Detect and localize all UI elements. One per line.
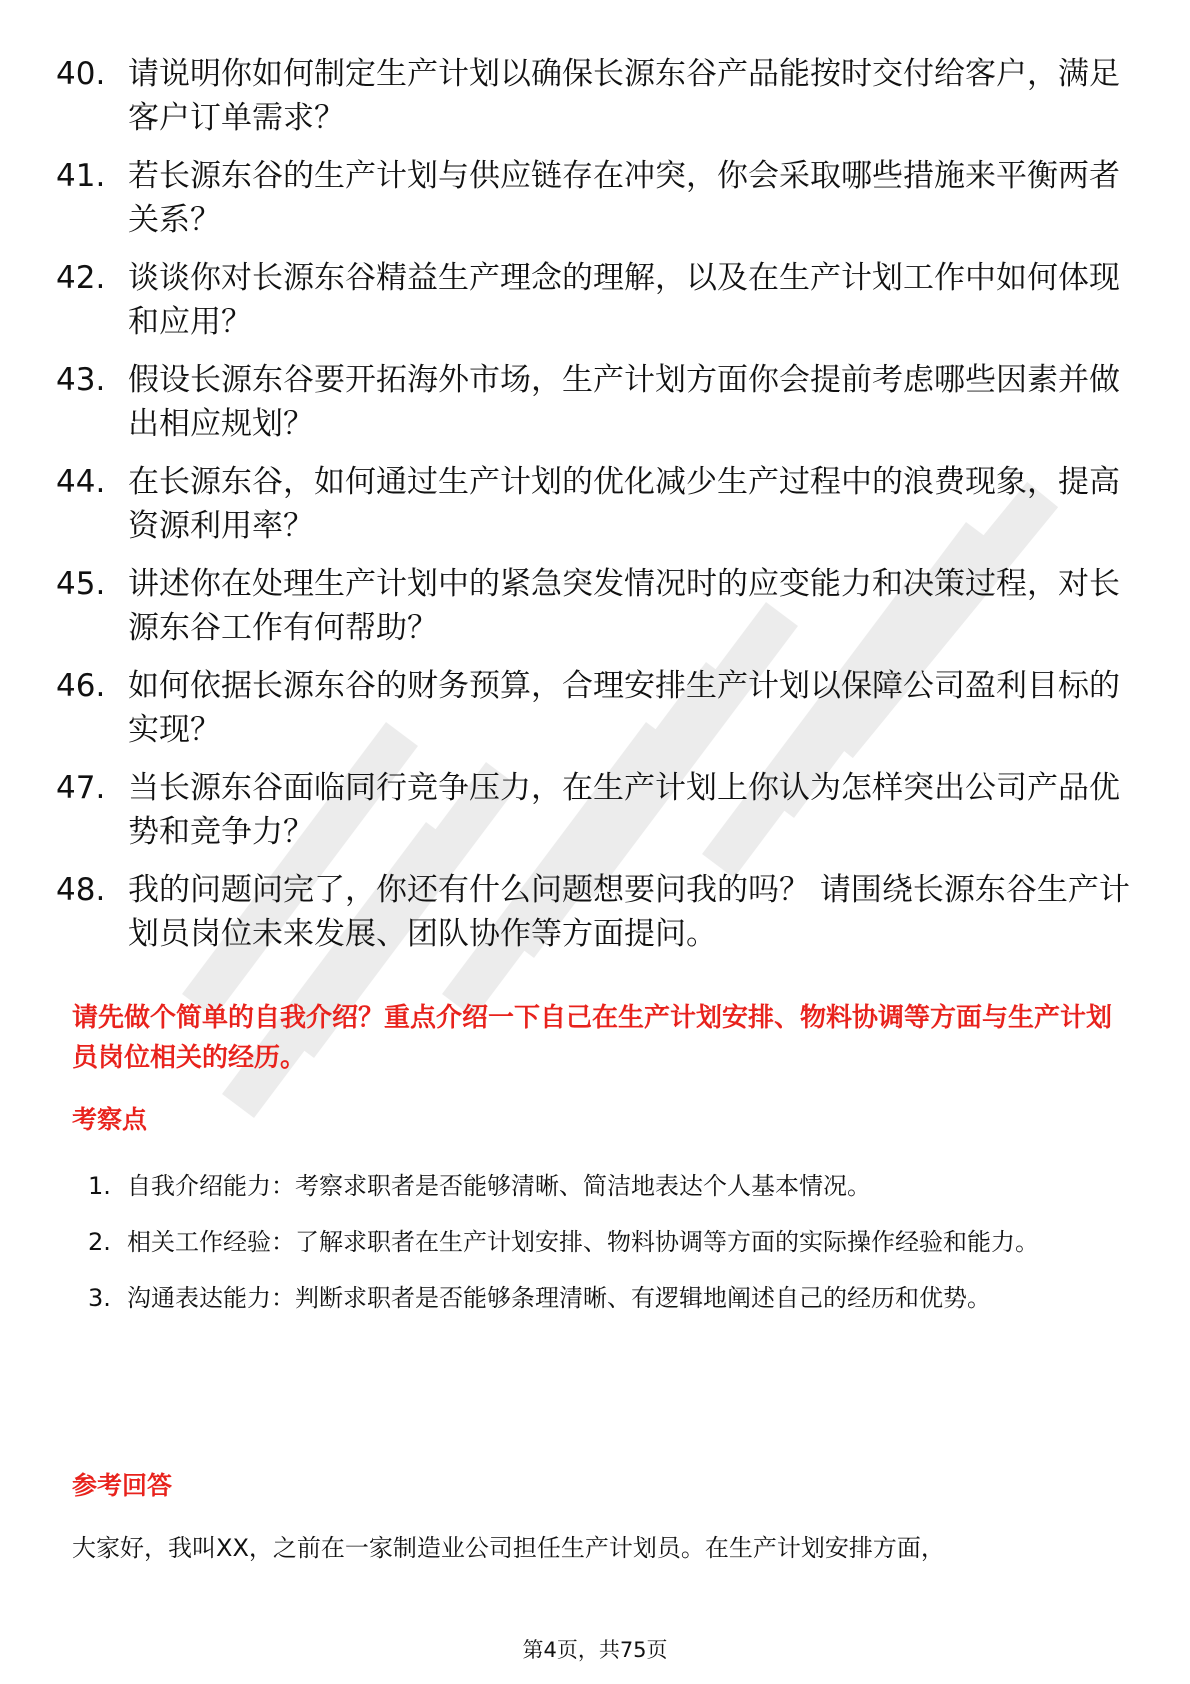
point-text: 相关工作经验：了解求职者在生产计划安排、物料协调等方面的实际操作经验和能力。	[127, 1228, 1039, 1256]
question-text: 请说明你如何制定生产计划以确保长源东谷产品能按时交付给客户，满足客户订单需求？	[128, 56, 1120, 136]
page-number: 第4页，共75页	[522, 1638, 668, 1662]
assessment-point	[72, 1218, 1132, 1266]
question-text: 如何依据长源东谷的财务预算，合理安排生产计划以保障公司盈利目标的实现？	[128, 668, 1120, 748]
point-number: 1.	[88, 1172, 111, 1200]
question-item	[56, 766, 1136, 854]
question-item	[56, 256, 1136, 344]
question-number: 47.	[56, 770, 106, 806]
question-number: 42.	[56, 260, 106, 296]
question-item	[56, 562, 1136, 650]
point-number: 3.	[88, 1284, 111, 1312]
question-number: 45.	[56, 566, 106, 602]
question-item	[56, 664, 1136, 752]
question-number: 44.	[56, 464, 106, 500]
answer-label: 参考回答	[72, 1471, 173, 1500]
assessment-point	[72, 1274, 1132, 1322]
question-text: 讲述你在处理生产计划中的紧急突发情况时的应变能力和决策过程，对长源东谷工作有何帮助？	[128, 566, 1120, 646]
assessment-point	[72, 1162, 1132, 1210]
question-item	[56, 358, 1136, 446]
point-number: 2.	[88, 1228, 111, 1256]
question-number: 40.	[56, 56, 106, 92]
question-number: 48.	[56, 872, 106, 908]
question-number: 41.	[56, 158, 106, 194]
section-question-title: 请先做个简单的自我介绍？重点介绍一下自己在生产计划安排、物料协调等方面与生产计划员岗位相关的经历。	[72, 1003, 1113, 1073]
question-text: 假设长源东谷要开拓海外市场，生产计划方面你会提前考虑哪些因素并做出相应规划？	[128, 362, 1120, 442]
question-item	[56, 460, 1136, 548]
question-item	[56, 868, 1136, 956]
question-number: 43.	[56, 362, 106, 398]
point-text: 沟通表达能力：判断求职者是否能够条理清晰、有逻辑地阐述自己的经历和优势。	[127, 1284, 991, 1312]
question-text: 在长源东谷，如何通过生产计划的优化减少生产过程中的浪费现象，提高资源利用率？	[128, 464, 1120, 544]
question-number: 46.	[56, 668, 106, 704]
question-item	[56, 52, 1136, 140]
answer-text: 大家好，我叫XX，之前在一家制造业公司担任生产计划员。在生产计划安排方面，	[72, 1534, 945, 1562]
question-text: 若长源东谷的生产计划与供应链存在冲突，你会采取哪些措施来平衡两者关系？	[128, 158, 1120, 238]
point-text: 自我介绍能力：考察求职者是否能够清晰、简洁地表达个人基本情况。	[127, 1172, 871, 1200]
points-label: 考察点	[72, 1105, 148, 1134]
question-item	[56, 154, 1136, 242]
assessment-points-list	[72, 1162, 1132, 1330]
question-text: 谈谈你对长源东谷精益生产理念的理解，以及在生产计划工作中如何体现和应用？	[128, 260, 1120, 340]
question-text: 当长源东谷面临同行竞争压力，在生产计划上你认为怎样突出公司产品优势和竞争力？	[128, 770, 1120, 850]
question-text: 我的问题问完了，你还有什么问题想要问我的吗？ 请围绕长源东谷生产计划员岗位未来发展、团队协作等方面提问。	[128, 872, 1130, 952]
question-list	[56, 52, 1136, 970]
